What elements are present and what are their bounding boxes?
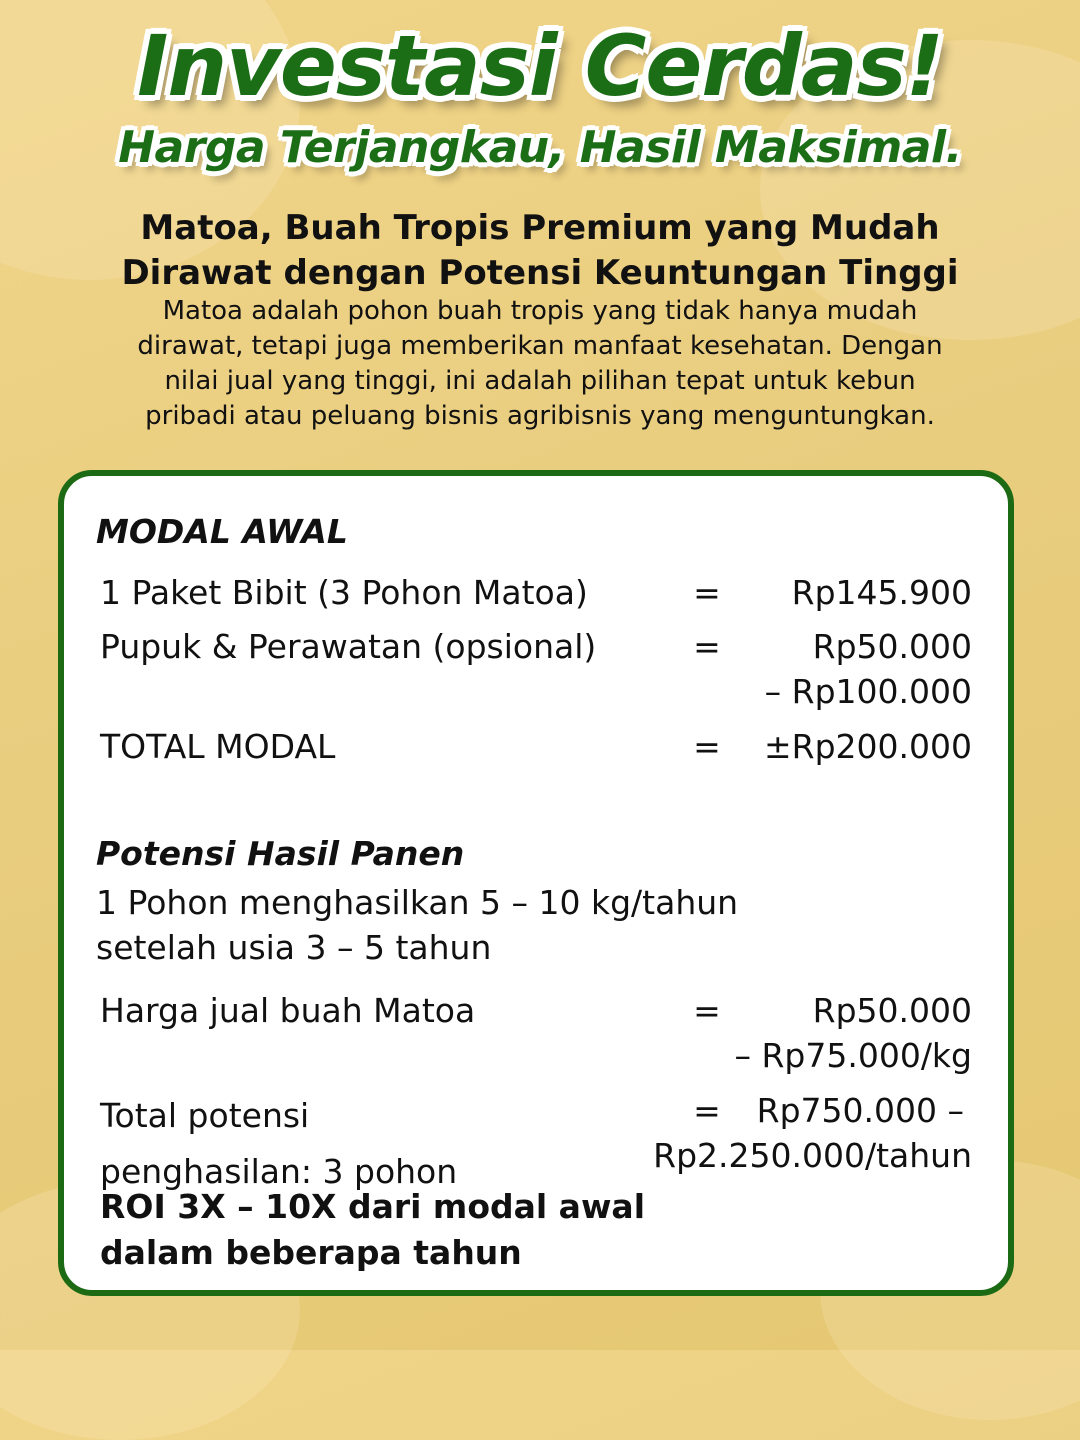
row-value: ±Rp200.000: [764, 727, 972, 766]
investment-card: [58, 470, 1014, 1296]
modal-row-pupuk: [100, 624, 972, 714]
subtitle: Harga Terjangkau, Hasil Maksimal.: [118, 122, 962, 173]
row-value-line: Rp750.000 –: [756, 1091, 964, 1130]
row-equals: =: [693, 627, 721, 666]
intro-line: dirawat, tetapi juga memberikan manfaat kesehatan. Dengan: [137, 331, 943, 361]
headline-line: Dirawat dengan Potensi Keuntungan Tinggi: [121, 253, 959, 293]
modal-row-total: [100, 724, 972, 769]
panen-description-line: setelah usia 3 – 5 tahun: [96, 928, 492, 967]
row-label-line: Total potensi: [100, 1096, 310, 1135]
row-value-line: – Rp100.000: [764, 672, 972, 711]
row-label: Harga jual buah Matoa: [100, 991, 476, 1030]
row-equals: =: [693, 1091, 721, 1130]
headline: [40, 206, 1040, 296]
roi-line: ROI 3X – 10X dari modal awal: [100, 1187, 646, 1226]
intro-line: nilai jual yang tinggi, ini adalah pilihan tepat untuk kebun: [164, 366, 916, 396]
main-title: Investasi Cerdas!: [137, 17, 943, 115]
intro-line: Matoa adalah pohon buah tropis yang tidak hanya mudah: [162, 296, 918, 326]
row-value: [653, 1088, 972, 1178]
panen-description: [96, 880, 738, 970]
modal-row-bibit: [100, 570, 972, 615]
roi-note: [100, 1184, 645, 1276]
row-label: 1 Paket Bibit (3 Pohon Matoa): [100, 573, 588, 612]
panen-row-harga: [100, 988, 972, 1078]
intro-line: pribadi atau peluang bisnis agribisnis yang menguntungkan.: [145, 401, 935, 431]
roi-line: dalam beberapa tahun: [100, 1233, 522, 1272]
panen-section-title: Potensi Hasil Panen: [96, 834, 465, 873]
row-value-line: Rp2.250.000/tahun: [653, 1136, 972, 1175]
row-value: Rp145.900: [791, 573, 972, 612]
row-label: Pupuk & Perawatan (opsional): [100, 627, 597, 666]
row-value-line: – Rp75.000/kg: [734, 1036, 972, 1075]
row-equals: =: [693, 573, 721, 612]
row-equals: =: [693, 727, 721, 766]
row-value: [765, 624, 972, 714]
panen-row-total: [100, 1088, 972, 1191]
headline-line: Matoa, Buah Tropis Premium yang Mudah: [140, 208, 940, 248]
row-value: [734, 988, 972, 1078]
row-label-line: penghasilan: 3 pohon: [100, 1152, 458, 1191]
row-equals: =: [693, 991, 721, 1030]
row-value-line: Rp50.000: [812, 627, 972, 666]
row-label: TOTAL MODAL: [100, 727, 336, 766]
panen-description-line: 1 Pohon menghasilkan 5 – 10 kg/tahun: [96, 883, 739, 922]
modal-section-title: MODAL AWAL: [96, 512, 348, 551]
row-value-line: Rp50.000: [812, 991, 972, 1030]
intro-paragraph: [40, 294, 1040, 434]
